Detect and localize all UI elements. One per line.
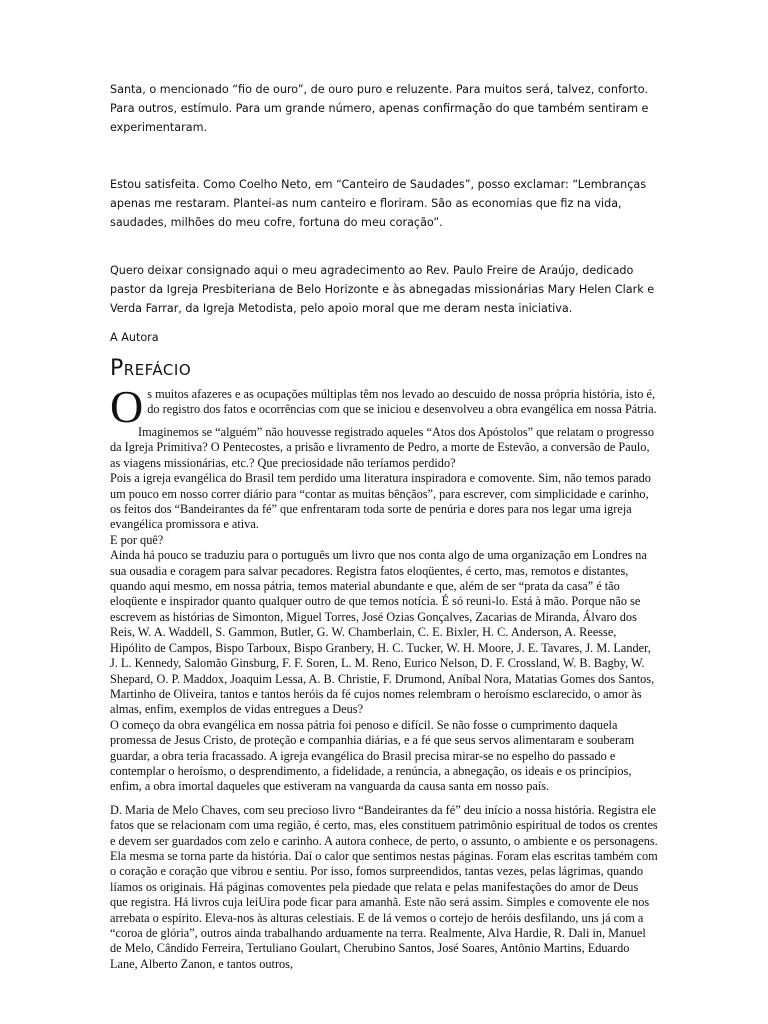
preface-title: Prefácio (110, 356, 192, 381)
author-signature: A Autora (110, 331, 159, 344)
preface-paragraph-3: Pois a igreja evangélica do Brasil tem perdido uma literatura inspiradora e comovente. Sim, não temos parado um pouco em nosso correr diário para “contar as muitas bênçãos”, para escrever, com simplicidade e carinho, os feitos dos “Bandeirantes da fé” que enfrentaram toda sorte de penúria e dores para nos legar uma igreja evangélica promissora e ativa. (110, 471, 651, 532)
preface-paragraph-1 (110, 381, 658, 432)
preface-paragraph-4: E por quê? (110, 532, 164, 547)
intro-paragraph-1: Santa, o mencionado “fio de ouro”, de ouro puro e reluzente. Para muitos será, talvez, conforto. Para outros, estímulo. Para um grande número, apenas confirmação do que também sentiram e experimentaram. (110, 83, 649, 134)
preface-body (110, 381, 658, 972)
preface-paragraph-5: Ainda há pouco se traduziu para o português um livro que nos conta algo de uma organização em Londres na sua ousadia e coragem para salvar pecadores. Registra fatos eloqüentes, é certo, mas, remotos e distantes, quando aqui mesmo, em nossa pátria, temos material abundante e que, além de ser “prata da casa” é tão eloqüente e inspirador quanto qualquer outro de que temos notícia. É só reuni-lo. Está à mão. Porque não se escrevem as histórias de Simonton, Miguel Torres, José Ozias Gonçalves, Zacarias de Miranda, Álvaro dos Reis, W. A. Waddell, S. Gammon, Butler, G. W. Chamberlain, C. E. Bixler, H. C. Anderson, A. Reesse, Hipólito de Campos, Bispo Tarboux, Bispo Granbery, H. C. Tucker, W. H. Moore, J. E. Tavares, J. M. Lander, J. L. Kennedy, Salomão Ginsburg, F. F. Soren, L. M. Reno, Eurico Nelson, D. F. Crossland, W. B. Bagby, W. Shepard, O. P. Maddox, Joaquim Lessa, A. B. Christie, F. Drumond, Aníbal Nora, Matatias Gomes dos Santos, Martinho de Oliveira, tantos e tantos heróis da fé cujos nomes relembram o heroísmo esclarecido, o amor às almas, enfim, exemplos de vidas entregues a Deus? (110, 548, 655, 717)
preface-paragraph-7: D. Maria de Melo Chaves, com seu precioso livro “Bandeirantes da fé” deu início a nossa história. Registra ele fatos que se relacionam com uma região, é certo, mas, eles constituem patrimônio espiritual de todos os crentes e devem ser guardados com zelo e carinho. A autora conhece, de perto, o assunto, o ambiente e os personagens. Ela mesma se torna parte da história. Daí o calor que sentimos nestas páginas. Foram elas escritas também com o coração e coração que vibrou e sentiu. Por isso, fomos surpreendidos, tantas vezes, pelas lágrimas, quando líamos os originais. Há páginas comoventes pela piedade que relata e pelas manifestações do amor de Deus que registra. Há livros cuja leiUira pode ficar para amanhã. Este não será assim. Simples e comovente ele nos arrebata o espírito. Eleva-nos às alturas celestiais. E de lá vemos o cortejo de heróis desfilando, uns já com a “coroa de glória”, outros ainda trabalhando arduamente na terra. Realmente, Alva Hardie, R. Dali in, Manuel de Melo, Cândido Ferreira, Tertuliano Goulart, Cherubino Santos, José Soares, Antônio Martins, Eduardo Lane, Alberto Zanon, e tantos outros, (110, 802, 658, 971)
intro-paragraph-2: Estou satisfeita. Como Coelho Neto, em “Canteiro de Saudades”, posso exclamar: “Lembranças apenas me restaram. Plantei-as num canteiro e floriram. São as economias que fiz na vida, saudades, milhões do meu cofre, fortuna do meu coração”. (110, 178, 647, 229)
preface-paragraph-6: O começo da obra evangélica em nossa pátria foi penoso e difícil. Se não fosse o cumprimento daquela promessa de Jesus Cristo, de proteção e companhia diárias, e a fé que seus servos alimentaram e souberam guardar, a obra teria fracassado. A igreja evangélica do Brasil precisa mirar-se no espelho do passado e contemplar o heroísmo, o desprendimento, a fidelidade, a renúncia, a abnegação, os ideais e os princípios, enfim, a obra imortal daqueles que estiveram na vanguarda da causa santa em nosso país. (110, 717, 635, 794)
drop-cap-letter: O (110, 381, 144, 432)
preface-paragraph-2: Imaginemos se “alguém” não houvesse registrado aqueles “Atos dos Apóstolos” que relatam o progresso da Igreja Primitiva? O Pentecostes, a prisão e livramento de Pedro, a morte de Estevão, a conversão de Paulo, as viagens missionárias, etc.? Que preciosidade não teríamos perdido? (110, 425, 654, 470)
preface-paragraph-1-text: s muitos afazeres e as ocupações múltiplas têm nos levado ao descuido de nossa própria história, isto é, do registro dos fatos e ocorrências com que se iniciou e desenvolveu a obra evangélica em nossa Pátria. (147, 387, 657, 417)
intro-paragraph-3: Quero deixar consignado aqui o meu agradecimento ao Rev. Paulo Freire de Araújo, dedicado pastor da Igreja Presbiteriana de Belo Horizonte e às abnegadas missionárias Mary Helen Clark e Verda Farrar, da Igreja Metodista, pelo apoio moral que me deram nesta iniciativa. (110, 264, 655, 315)
